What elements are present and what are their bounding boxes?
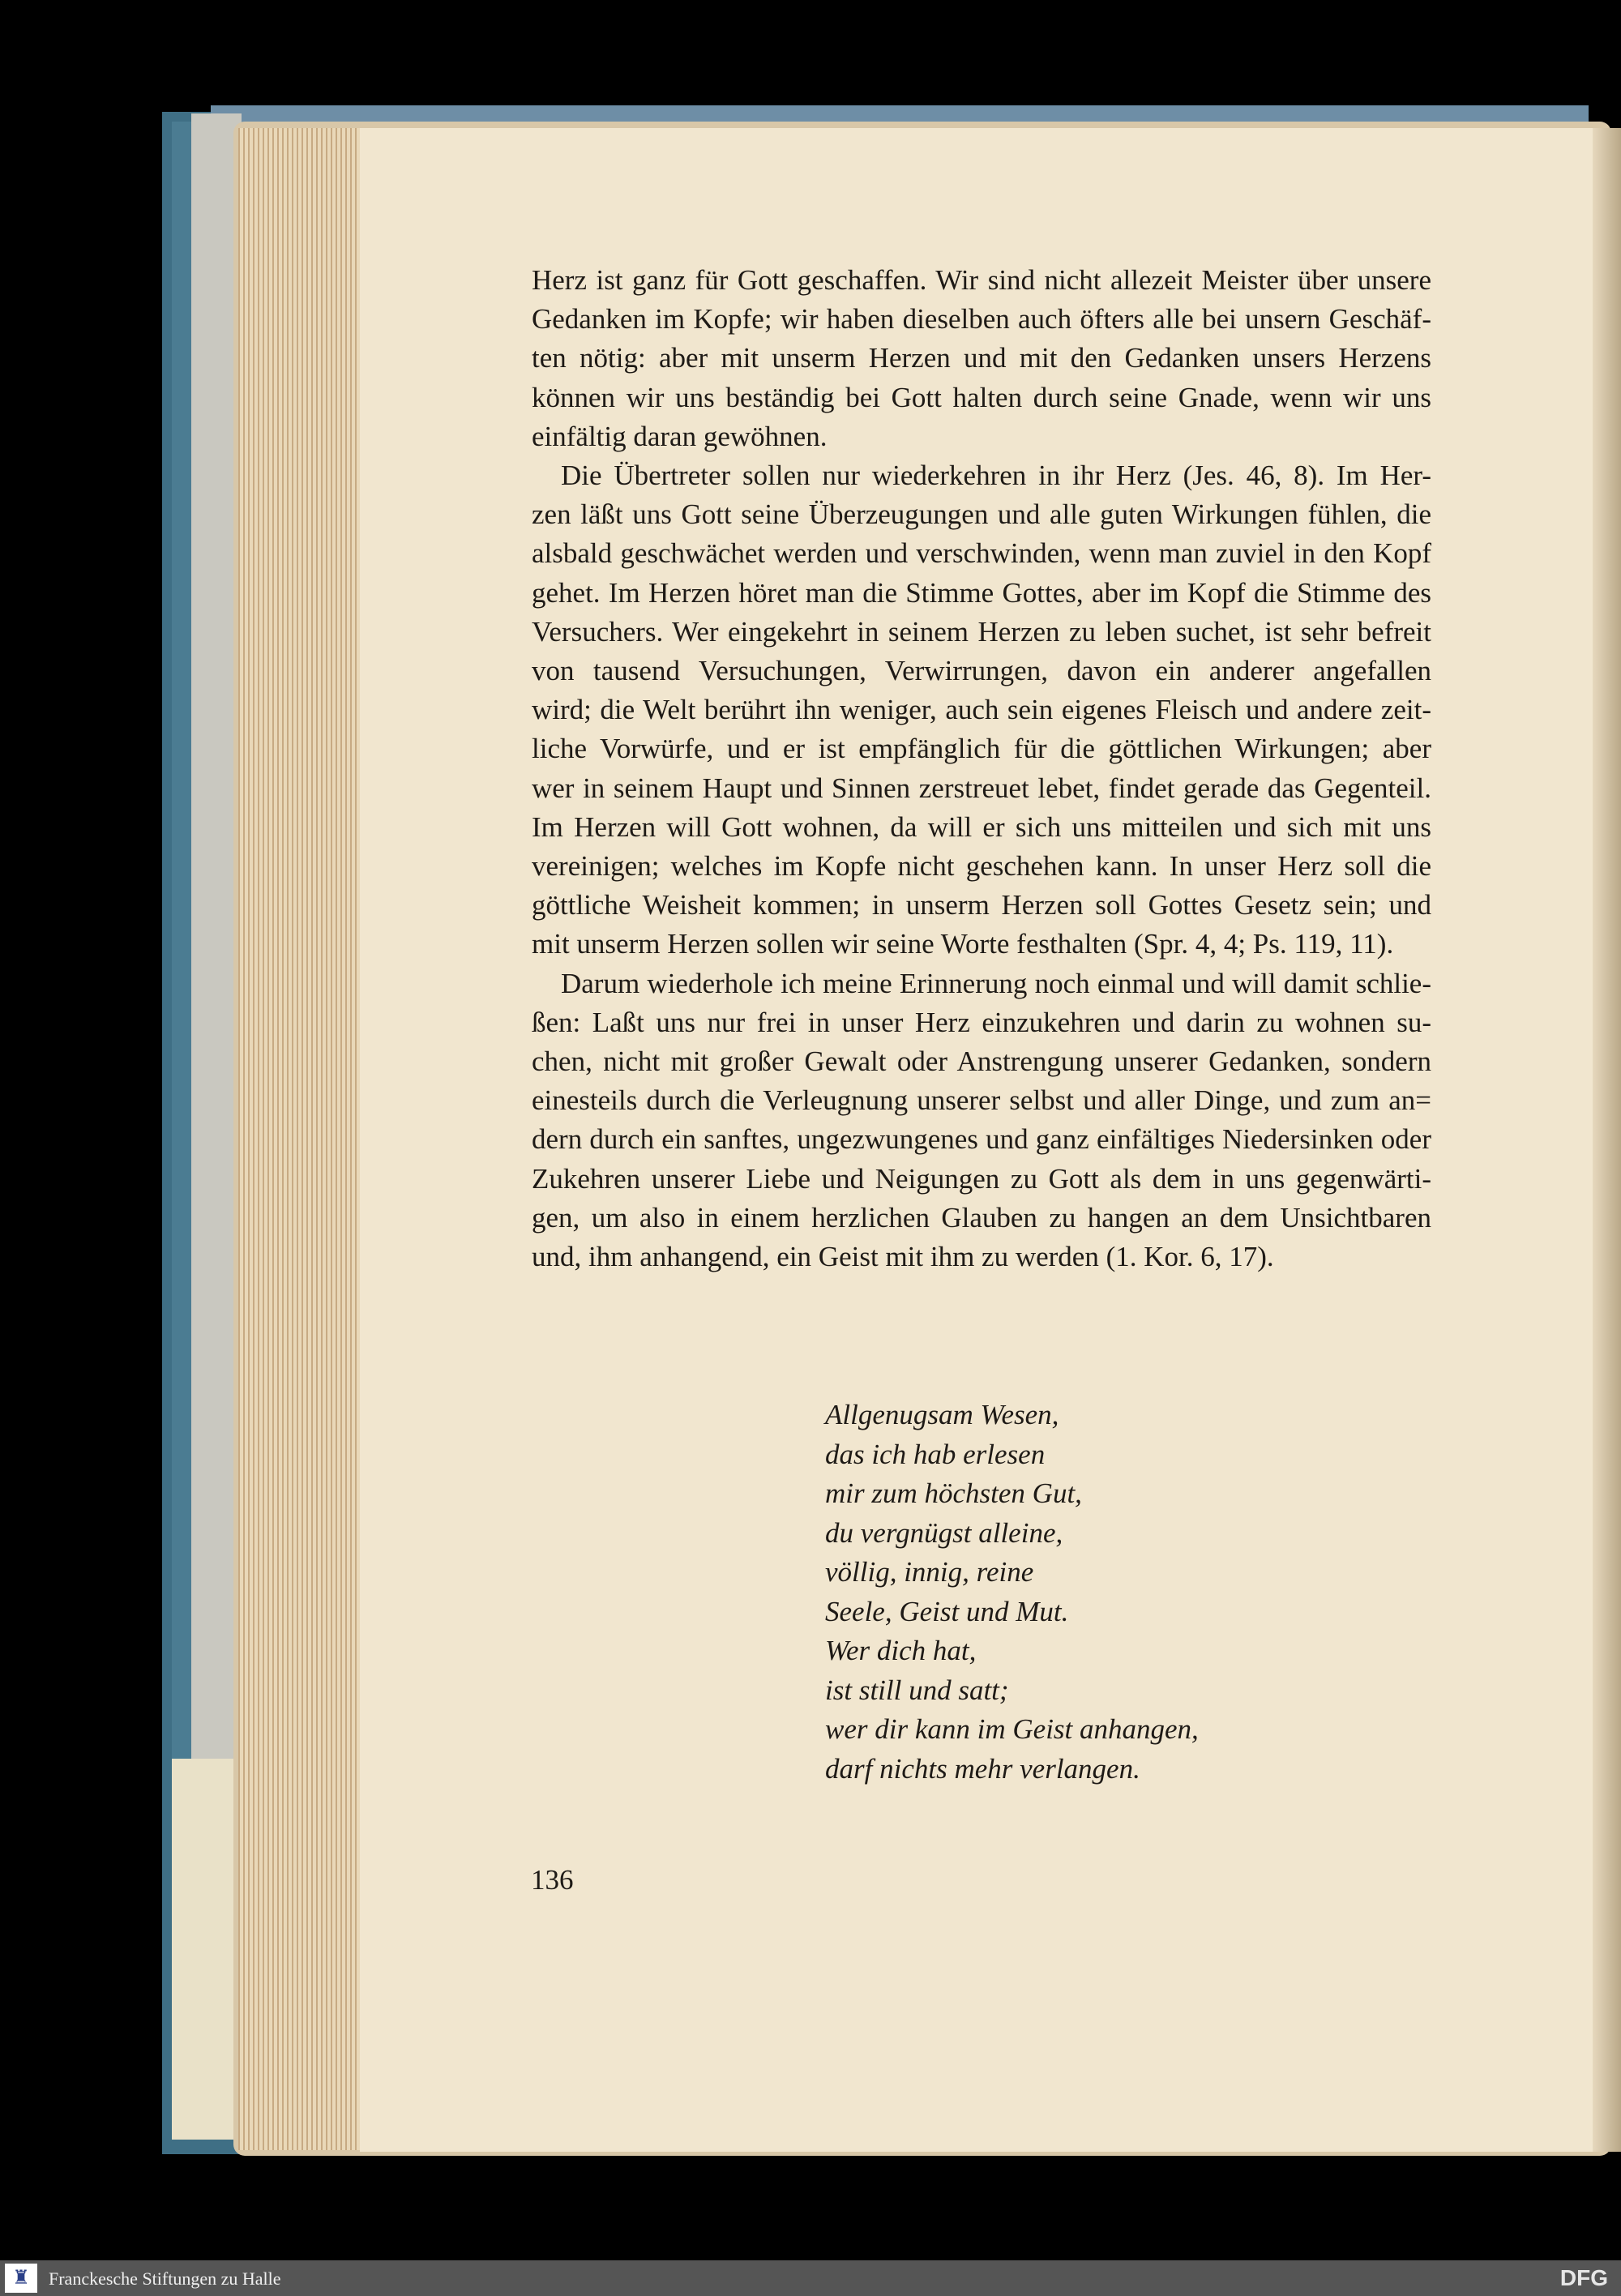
poem-line: mir zum höchsten Gut, (825, 1477, 1082, 1509)
poem-line: Wer dich hat, (825, 1635, 977, 1666)
text-line: Herz ist ganz für Gott geschaffen. Wir sind nicht allezeit Meister über unsere (532, 264, 1431, 296)
body-text (532, 261, 1431, 1276)
text-line: einfältig daran gewöhnen. (532, 420, 828, 452)
text-line: Gedanken im Kopfe; wir haben dieselben auch öfters alle bei unsern Geschäf- (532, 303, 1431, 336)
text-line: Versuchers. Wer eingekehrt in seinem Herzen zu leben suchet, ist sehr befreit (532, 615, 1431, 648)
poem-line: Allgenugsam Wesen, (825, 1399, 1059, 1430)
text-line: einesteils durch die Verleugnung unserer selbst und aller Dinge, und zum an= (532, 1084, 1431, 1117)
text-line: gehet. Im Herzen höret man die Stimme Gottes, aber im Kopf die Stimme des (532, 576, 1431, 609)
poem (825, 1396, 1199, 1789)
text-line: Die Übertreter sollen nur wiederkehren in ihr Herz (Jes. 46, 8). Im Her- (561, 460, 1431, 492)
text-line: mit unserm Herzen sollen wir seine Worte festhalten (Spr. 4, 4; Ps. 119, 11). (532, 928, 1394, 960)
text-line: wird; die Welt berührt ihn weniger, auch sein eigenes Fleisch und andere zeit- (532, 694, 1431, 726)
text-line: wer in seinem Haupt und Sinnen zerstreuet lebet, findet gerade das Gegenteil. (532, 772, 1431, 804)
poem-line: ist still und satt; (825, 1674, 1009, 1706)
text-line: göttliche Weisheit kommen; in unserm Herzen soll Gottes Gesetz sein; und (532, 889, 1431, 921)
viewer-footer (0, 2260, 1621, 2296)
text-line: und, ihm anhangend, ein Geist mit ihm zu werden (1. Kor. 6, 17). (532, 1241, 1274, 1273)
text-line: von tausend Versuchungen, Verwirrungen, davon ein anderer angefallen (532, 655, 1431, 687)
text-line: dern durch ein sanftes, ungezwungenes und ganz einfältiges Niedersinken oder (532, 1123, 1431, 1156)
poem-line: darf nichts mehr verlangen. (825, 1752, 1140, 1785)
poem-line: du vergnügst alleine, (825, 1516, 1063, 1549)
text-line: Darum wiederhole ich meine Erinnerung noch einmal und will damit schlie- (561, 967, 1431, 999)
page-right-edge (1593, 128, 1621, 2152)
text-line: alsbald geschwächet werden und verschwinden, wenn man zuviel in den Kopf (532, 537, 1431, 570)
text-line: Zukehren unserer Liebe und Neigungen zu Gott als dem in uns gegenwärti- (532, 1162, 1431, 1195)
text-line: können wir uns beständig bei Gott halten durch seine Gnade, wenn wir uns (532, 381, 1431, 413)
poem-line: wer dir kann im Geist anhangen, (825, 1713, 1199, 1745)
page-number: 136 (531, 1864, 574, 1896)
text-line: zen läßt uns Gott seine Überzeugungen und alle guten Wirkungen fühlen, die (532, 498, 1431, 531)
poem-line: völlig, innig, reine (825, 1556, 1034, 1588)
text-line: chen, nicht mit großer Gewalt oder Anstrengung unserer Gedanken, sondern (532, 1045, 1431, 1078)
poem-line: Seele, Geist und Mut. (825, 1595, 1069, 1627)
page-edges (238, 128, 360, 2150)
text-line: vereinigen; welches im Kopfe nicht geschehen kann. In unser Herz soll die (532, 850, 1431, 883)
institution-logo-icon: ♜ (5, 2264, 37, 2293)
dfg-logo: DFG (1559, 2265, 1608, 2290)
text-line: ßen: Laßt uns nur frei in unser Herz einzukehren und darin zu wohnen su- (532, 1006, 1431, 1038)
institution-name: Franckesche Stiftungen zu Halle (49, 2268, 281, 2289)
text-line: liche Vorwürfe, und er ist empfänglich für die göttlichen Wirkungen; aber (532, 733, 1431, 765)
text-line: ten nötig: aber mit unserm Herzen und mit den Gedanken unsers Herzens (532, 342, 1431, 374)
text-line: gen, um also in einem herzlichen Glauben zu hangen an dem Unsichtbaren (532, 1201, 1431, 1234)
text-line: Im Herzen will Gott wohnen, da will er sich uns mitteilen und sich mit uns (532, 810, 1431, 843)
poem-line: das ich hab erlesen (825, 1438, 1046, 1470)
